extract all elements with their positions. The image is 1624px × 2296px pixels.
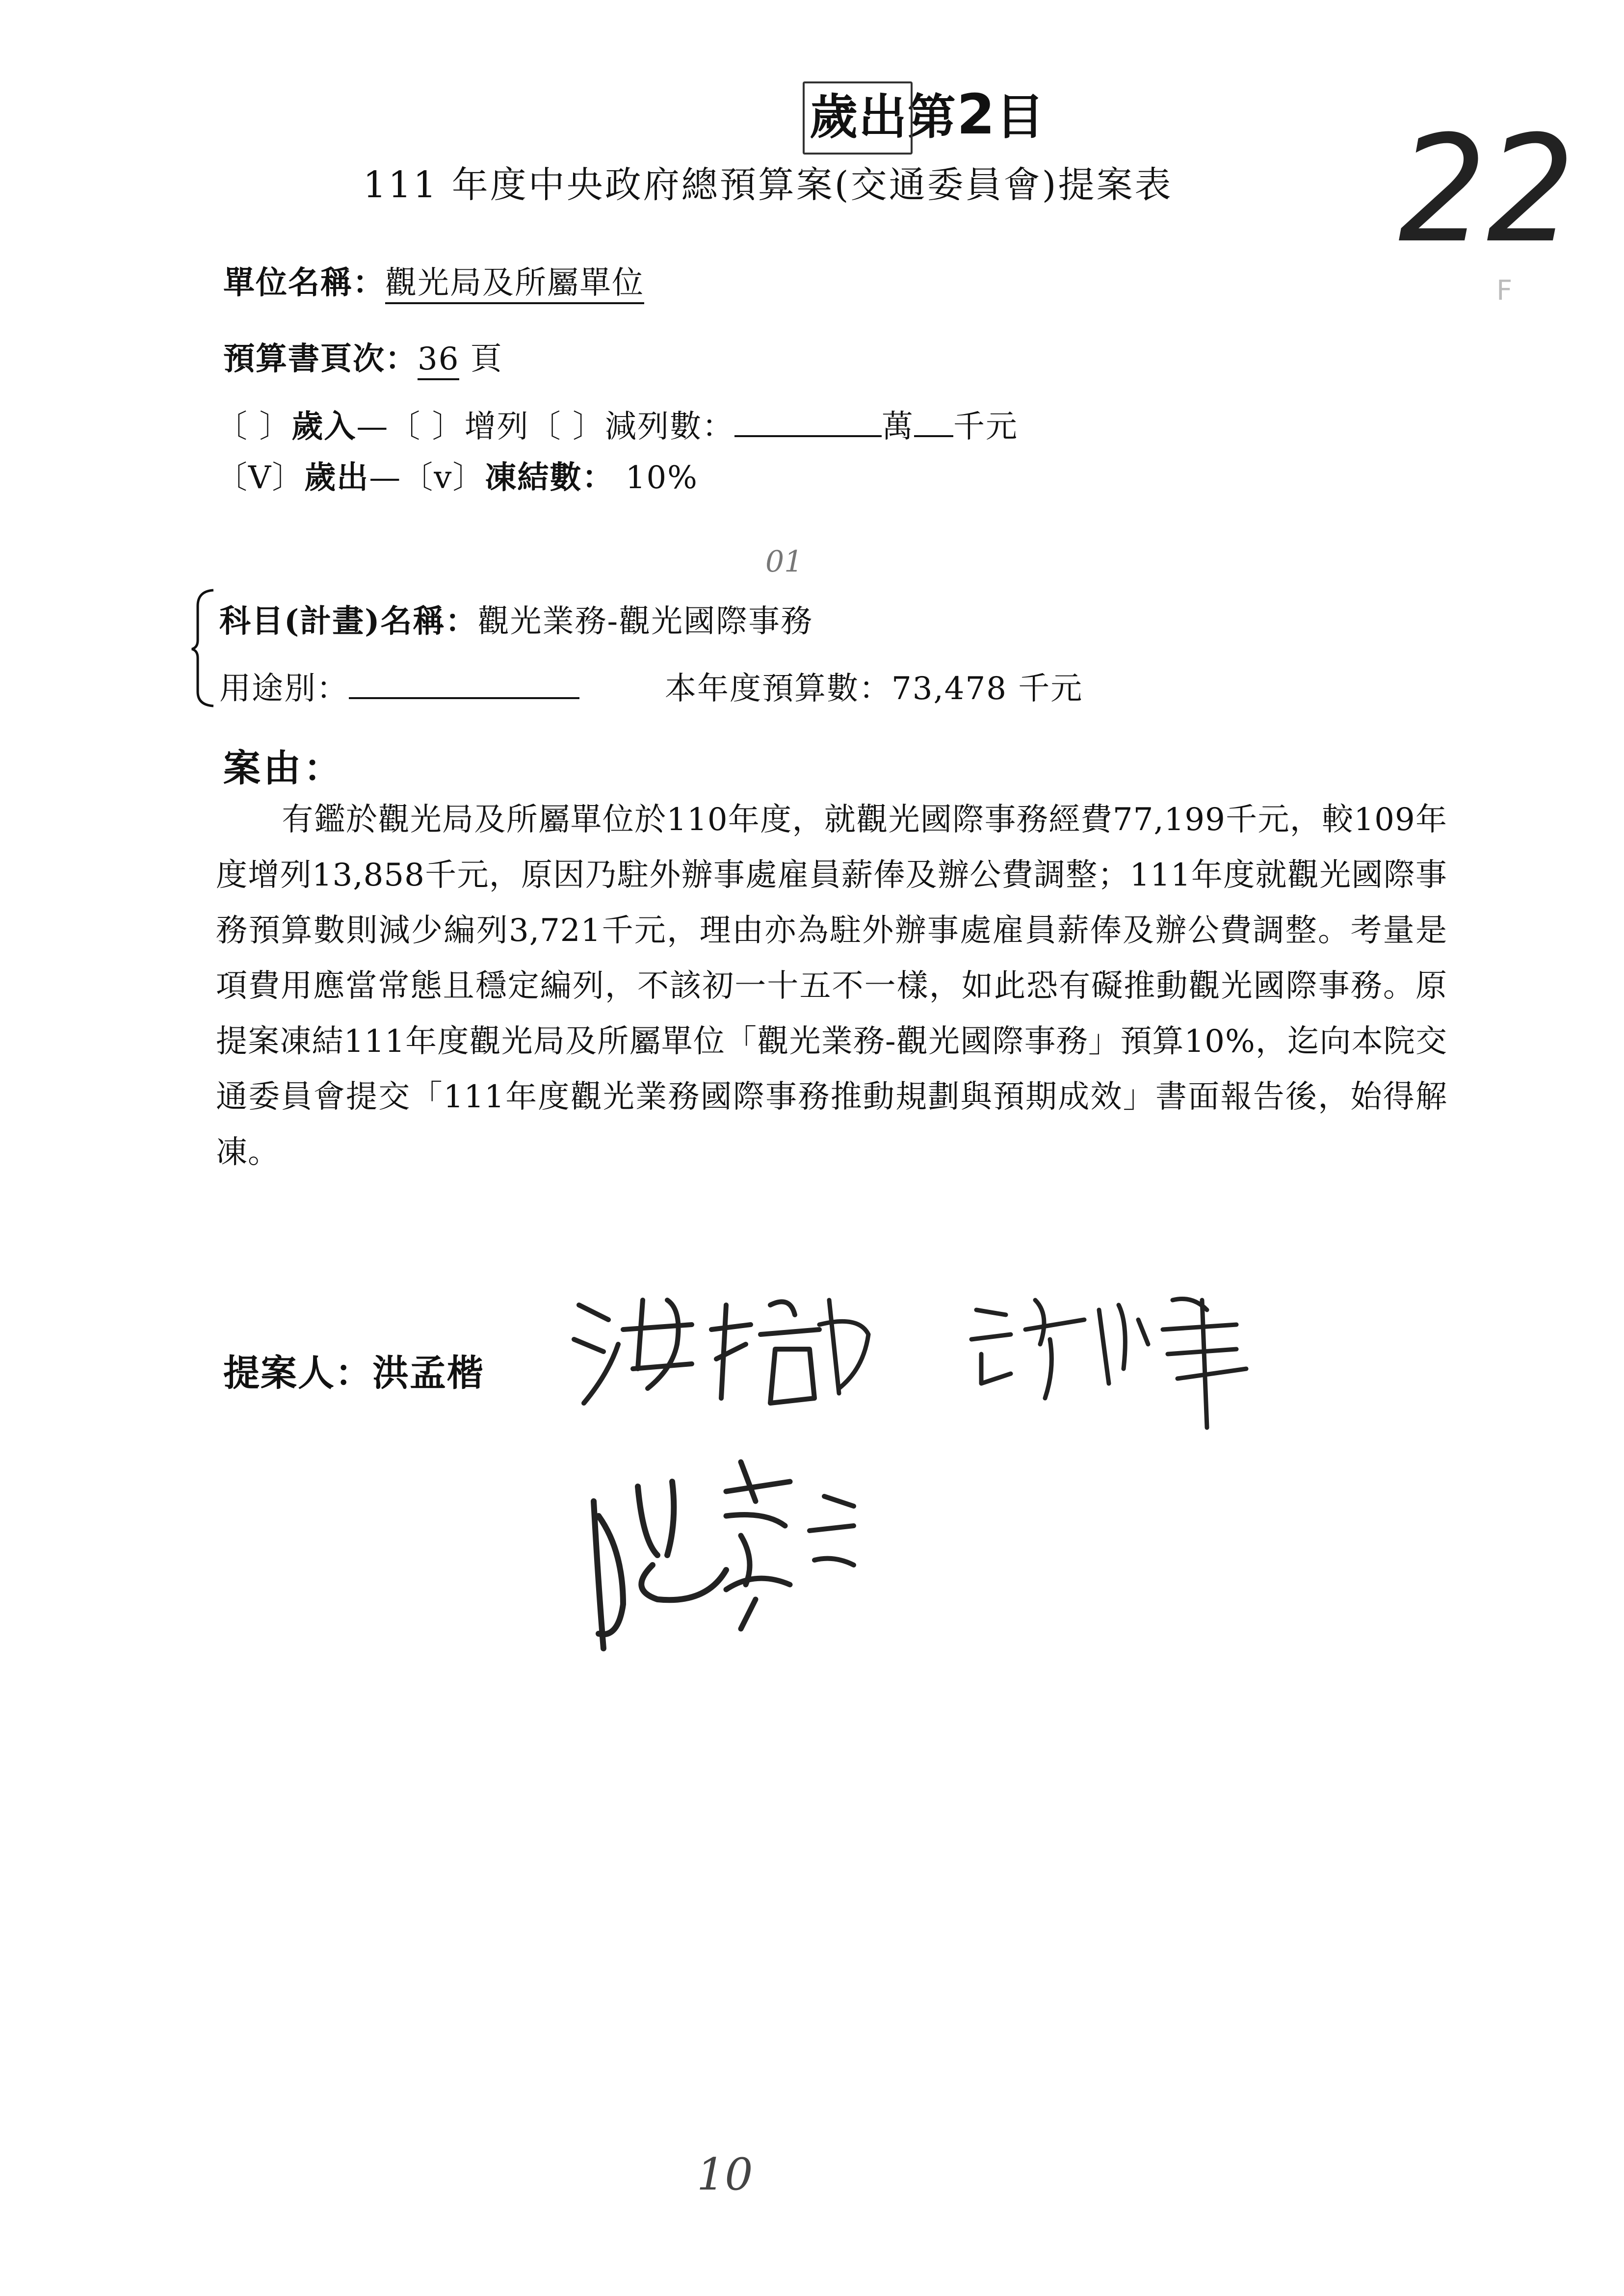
expense-stamp: 歲出 xyxy=(810,78,908,148)
expense-dash: — xyxy=(369,460,402,496)
signature-1 xyxy=(564,1271,908,1418)
revenue-dash: — xyxy=(356,409,389,445)
budget-amount-label: 本年度預算數： xyxy=(665,671,891,707)
svg-text:22: 22 xyxy=(1398,118,1575,265)
reason-label: 案由： xyxy=(223,746,344,790)
subject-value: 觀光業務-觀光國際事務 xyxy=(477,603,813,640)
budget-page-unit: 頁 xyxy=(470,341,503,377)
budget-amount-value: 73,478 xyxy=(891,671,1007,707)
page-title: 111 年度中央政府總預算案(交通委員會)提案表 xyxy=(363,164,1173,206)
budget-amount-unit: 千元 xyxy=(1018,671,1083,707)
signature-3 xyxy=(579,1442,952,1678)
budget-page-row xyxy=(223,334,503,379)
bracket-brace xyxy=(189,586,218,709)
thousand-unit: 千元 xyxy=(953,409,1019,445)
wan-blank xyxy=(914,408,953,437)
item-suffix: 目 xyxy=(995,89,1045,145)
freeze-checkbox: 〔v〕 xyxy=(401,460,485,496)
page-number xyxy=(1393,118,1580,265)
amount-blank xyxy=(734,408,882,437)
usage-row xyxy=(219,663,579,708)
increase-label: 增列 xyxy=(464,409,529,445)
revenue-checkbox: 〔 〕 xyxy=(216,409,292,445)
unit-name-label: 單位名稱： xyxy=(223,264,385,301)
expense-checkbox: 〔V〕 xyxy=(216,460,305,496)
increase-checkbox: 〔 〕 xyxy=(389,409,465,445)
proposer-name: 洪孟楷 xyxy=(372,1352,484,1394)
footer-page-number: 10 xyxy=(697,2149,753,2200)
proposer-label: 提案人： xyxy=(223,1352,372,1394)
reason-body xyxy=(216,792,1447,1180)
reason-paragraph: 有鑑於觀光局及所屬單位於110年度，就觀光國際事務經費77,199千元，較109年度增列13,858千元，原因乃駐外辦事處雇員薪俸及辦公費調整；111年度就觀光國際事務預算數則減少編列3,721千元，理由亦為駐外辦事處雇員薪俸及辦公費調整。考量是項費用應當常態且穩定編列，不該初一十五不一樣，如此恐有礙推動觀光國際事務。原提案凍結111年度觀光局及所屬單位「觀光業務-觀光國際事務」預算10%，迄向本院交通委員會提交「111年度觀光業務國際事務推動規劃與預期成效」書面報告後，始得解凍。 xyxy=(216,802,1447,1171)
freeze-label: 凍結數： xyxy=(485,459,615,496)
revenue-row xyxy=(216,401,1018,446)
freeze-value: 10% xyxy=(625,460,698,496)
usage-blank xyxy=(349,670,579,699)
usage-label: 用途別： xyxy=(219,671,349,707)
budget-item-heading xyxy=(810,78,1045,148)
budget-page-label: 預算書頁次： xyxy=(223,340,418,377)
wan-unit: 萬 xyxy=(882,409,915,445)
subject-label: 科目(計畫)名稱： xyxy=(219,603,478,640)
handwritten-mark: 01 xyxy=(765,545,803,579)
unit-name-value: 觀光局及所屬單位 xyxy=(385,265,644,304)
signature-2 xyxy=(962,1271,1266,1433)
item-di: 第 xyxy=(908,89,957,145)
subject-row xyxy=(219,596,813,641)
revenue-label: 歲入 xyxy=(291,408,357,445)
proposer-row xyxy=(223,1344,484,1396)
decrease-checkbox: 〔 〕 xyxy=(529,409,605,445)
unit-name-row xyxy=(223,258,644,303)
budget-page-value: 36 xyxy=(418,341,459,380)
item-number: 2 xyxy=(957,83,996,147)
expense-label: 歲出 xyxy=(304,459,369,496)
expense-row xyxy=(216,452,698,497)
decrease-label: 減列數： xyxy=(605,409,735,445)
budget-amount-row xyxy=(665,663,1083,708)
margin-mark: F xyxy=(1496,275,1513,307)
